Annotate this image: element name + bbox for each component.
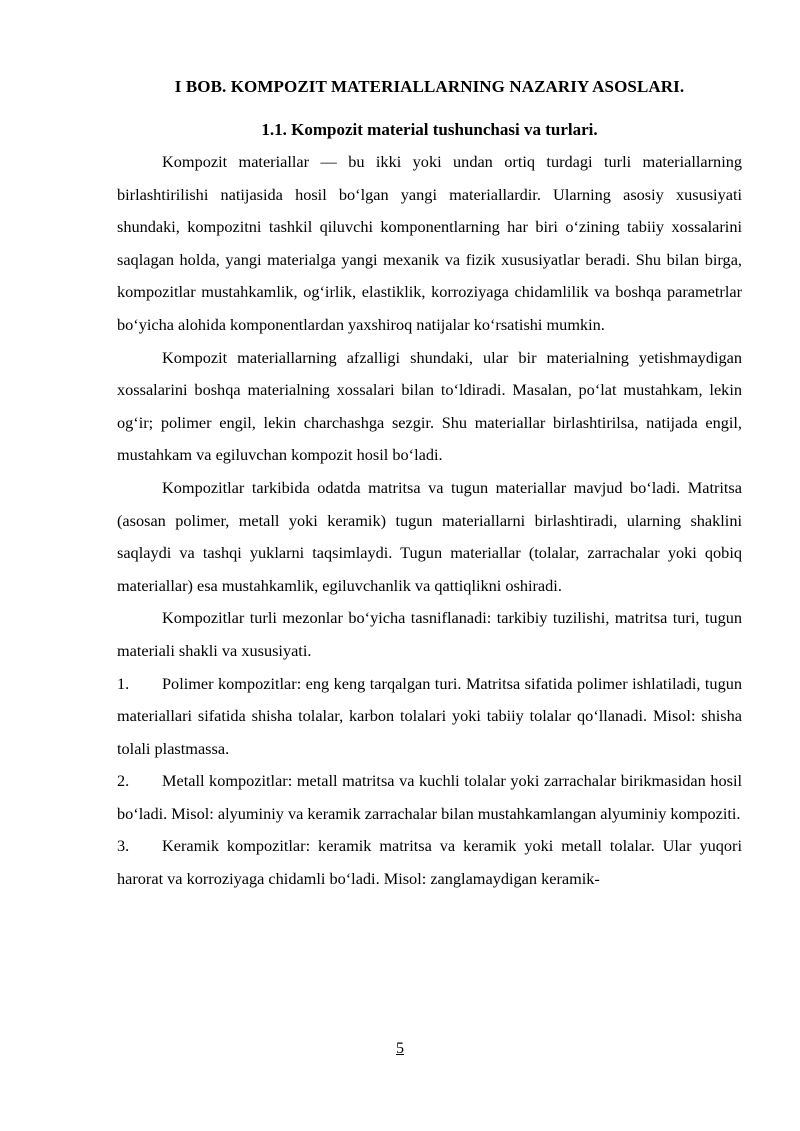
list-item-text: Metall kompozitlar: metall matritsa va kuchli tolalar yoki zarrachalar birikmasidan hosil bo‘ladi. Misol: alyuminiy va keramik zarrachalar bilan mustahkamlangan alyuminiy kompoziti. bbox=[117, 771, 742, 823]
document-page bbox=[117, 74, 742, 896]
list-number: 2. bbox=[117, 771, 130, 791]
chapter-title: I BOB. KOMPOZIT MATERIALLARNING NAZARIY ASOSLARI. bbox=[174, 77, 685, 96]
list-item bbox=[117, 668, 742, 766]
paragraph: Kompozit materiallar — bu ikki yoki undan ortiq turdagi turli materiallarning birlashtirilishi natijasida hosil bo‘lgan yangi materiallardir. Ularning asosiy xususiyati shundaki, kompozitni tashkil qiluvchi komponentlarning har biri o‘zining tabiiy xossalarini saqlagan holda, yangi materialga yangi mexanik va fizik xususiyatlar beradi. Shu bilan birga, kompozitlar mustahkamlik, og‘irlik, elastiklik, korroziyaga chidamlilik va boshqa parametrlar bo‘yicha alohida komponentlardan yaxshiroq natijalar ko‘rsatishi mumkin. bbox=[117, 152, 742, 334]
list-item-text: Polimer kompozitlar: eng keng tarqalgan turi. Matritsa sifatida polimer ishlatiladi, tugun materiallari sifatida shisha tolalar, karbon tolalari yoki tabiiy tolalar qo‘llanadi. Misol: shisha tolali plastmassa. bbox=[117, 673, 742, 758]
list-item bbox=[117, 830, 742, 895]
list-item bbox=[117, 765, 742, 830]
paragraph: Kompozit materiallarning afzalligi shundaki, ular bir materialning yetishmaydigan xossalarini boshqa materialning xossalari bilan to‘ldiradi. Masalan, po‘lat mustahkam, lekin og‘ir; polimer engil, lekin charchashga sezgir. Shu materiallar birlashtirilsa, natijada engil, mustahkam va egiluvchan kompozit hosil bo‘ladi. bbox=[117, 347, 742, 465]
list-number: 1. bbox=[117, 673, 130, 693]
paragraph: Kompozitlar turli mezonlar bo‘yicha tasniflanadi: tarkibiy tuzilishi, matritsa turi, tugun materiali shakli va xususiyati. bbox=[117, 608, 742, 660]
section-title: 1.1. Kompozit material tushunchasi va turlari. bbox=[261, 120, 598, 139]
paragraph: Kompozitlar tarkibida odatda matritsa va tugun materiallar mavjud bo‘ladi. Matritsa (asosan polimer, metall yoki keramik) tugun materiallarni birlashtiradi, ularning shaklini saqlaydi va tashqi yuklarni taqsimlaydi. Tugun materiallar (tolalar, zarrachalar yoki qobiq materiallar) esa mustahkamlik, egiluvchanlik va qattiqlikni oshiradi. bbox=[117, 477, 742, 595]
list-item-text: Keramik kompozitlar: keramik matritsa va keramik yoki metall tolalar. Ular yuqori harorat va korroziyaga chidamli bo‘ladi. Misol: zanglamaydigan keramik- bbox=[117, 836, 742, 889]
list-number: 3. bbox=[117, 836, 130, 856]
page-number: 5 bbox=[396, 1040, 404, 1057]
